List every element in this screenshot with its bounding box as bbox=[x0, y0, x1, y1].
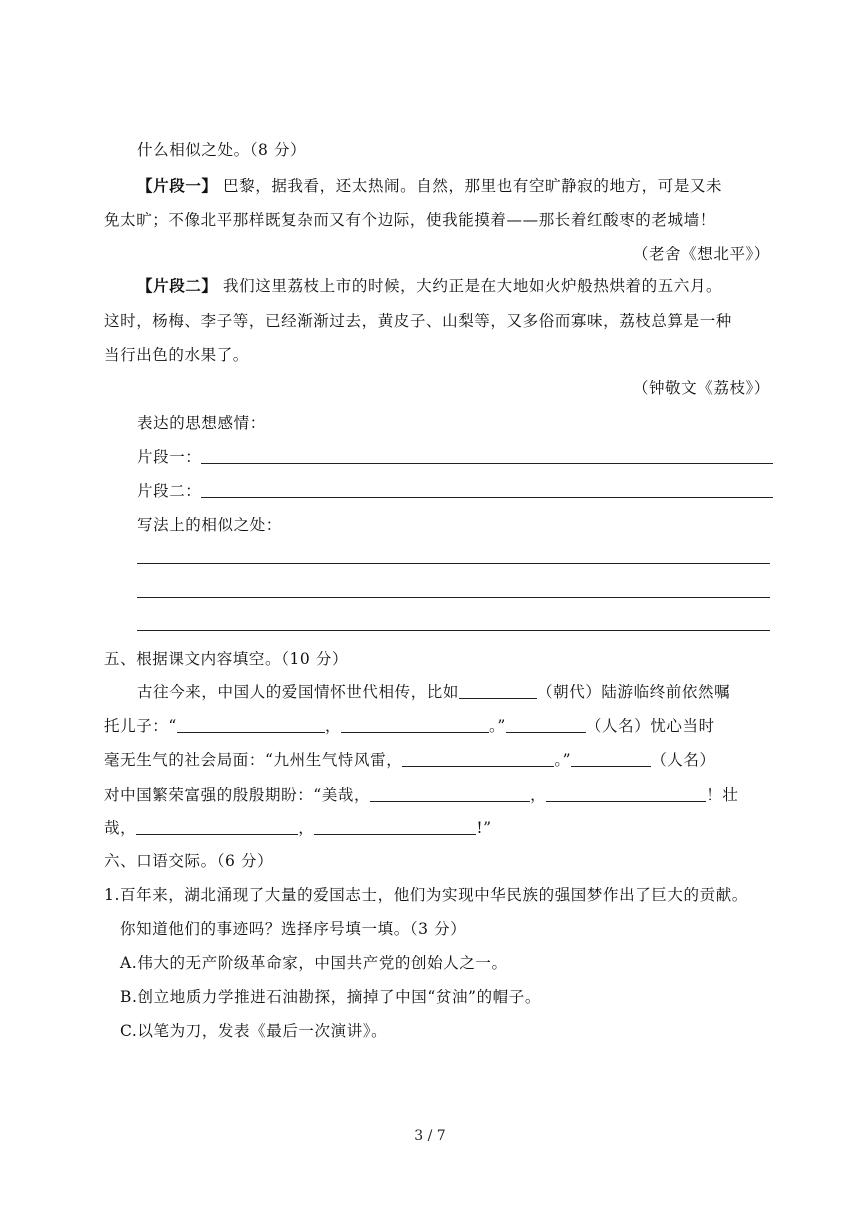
option-c: C.以笔为刀，发表《最后一次演讲》。 bbox=[120, 1022, 388, 1040]
fragment-one-answer-blank[interactable] bbox=[201, 447, 773, 464]
option-b: B.创立地质力学推进石油勘探，摘掉了中国“贫油”的帽子。 bbox=[120, 988, 541, 1006]
poem-blank-6[interactable] bbox=[136, 818, 298, 835]
passage-one-source: （老舍《想北平》） bbox=[632, 245, 770, 263]
passage-one-tag: 【片段一】 bbox=[137, 176, 218, 195]
passage-one-first-line bbox=[137, 176, 722, 196]
fill-text: 古往今来，中国人的爱国情怀世代相传，比如 bbox=[137, 683, 460, 701]
fill-text: 哉， bbox=[104, 819, 137, 837]
passage-two-text-1: 我们这里荔枝上市的时候，大约正是在大地如火炉般热烘着的五六月。 bbox=[217, 277, 723, 295]
question-continuation: 什么相似之处。（8 分） bbox=[137, 141, 307, 159]
fragment-two-answer-row bbox=[137, 481, 773, 501]
dynasty-blank[interactable] bbox=[459, 682, 537, 699]
poem-blank-5[interactable] bbox=[546, 785, 706, 802]
person-blank-1[interactable] bbox=[506, 716, 586, 733]
section-five-line-5 bbox=[104, 818, 492, 838]
passage-one-text-2: 免太旷；不像北平那样既复杂而又有个边际，使我能摸着——那长着红酸枣的老城墙！ bbox=[104, 211, 716, 229]
poem-blank-4[interactable] bbox=[370, 785, 530, 802]
section-five-line-2 bbox=[104, 716, 715, 736]
option-a: A.伟大的无产阶级革命家，中国共产党的创始人之一。 bbox=[120, 954, 508, 972]
fragment-one-answer-row bbox=[137, 447, 773, 467]
passage-two-first-line bbox=[137, 276, 722, 296]
passage-two-tag: 【片段二】 bbox=[137, 276, 218, 295]
similarity-answer-line-3[interactable] bbox=[137, 630, 770, 631]
fragment-two-label: 片段二： bbox=[137, 482, 202, 500]
section-five-line-4 bbox=[104, 785, 738, 805]
section-six-title: 六、口语交际。（6 分） bbox=[104, 852, 274, 870]
fill-text: 毫无生气的社会局面：“九州生气恃风雷， bbox=[104, 751, 403, 769]
person-blank-2[interactable] bbox=[571, 750, 651, 767]
fill-text: （人名）忧心当时 bbox=[585, 717, 715, 735]
fill-text: ， bbox=[324, 717, 342, 735]
fragment-one-label: 片段一： bbox=[137, 448, 202, 466]
similarity-answer-line-2[interactable] bbox=[137, 597, 770, 598]
passage-two-source: （钟敬文《荔枝》） bbox=[632, 379, 770, 397]
section-five-line-1 bbox=[137, 682, 730, 702]
fragment-two-answer-blank[interactable] bbox=[201, 481, 773, 498]
poem-blank-1[interactable] bbox=[177, 716, 325, 733]
poem-blank-7[interactable] bbox=[314, 818, 476, 835]
fill-text: 对中国繁荣富强的殷殷期盼：“美哉， bbox=[104, 786, 371, 804]
poem-blank-2[interactable] bbox=[341, 716, 489, 733]
feelings-prompt: 表达的思想感情： bbox=[137, 414, 266, 432]
passage-two-text-2: 这时，杨梅、李子等，已经渐渐过去，黄皮子、山梨等，又多俗而寡味，荔枝总算是一种 bbox=[104, 312, 732, 330]
fill-text: （朝代）陆游临终前依然嘱 bbox=[537, 683, 731, 701]
passage-two-text-3: 当行出色的水果了。 bbox=[104, 346, 249, 364]
passage-one-text-1: 巴黎，据我看，还太热闹。自然，那里也有空旷静寂的地方，可是又未 bbox=[217, 177, 723, 195]
fill-text: ， bbox=[298, 819, 315, 837]
similarity-prompt: 写法上的相似之处： bbox=[137, 516, 282, 534]
fill-text: （人名） bbox=[651, 751, 716, 769]
poem-blank-3[interactable] bbox=[402, 750, 554, 767]
question-one-line-1: 1.百年来，湖北涌现了大量的爱国志士，他们为实现中华民族的强国梦作出了巨大的贡献。 bbox=[104, 886, 748, 904]
section-five-title: 五、根据课文内容填空。（10 分） bbox=[104, 650, 349, 668]
fill-text: 托儿子：“ bbox=[104, 717, 177, 735]
fill-text: ， bbox=[530, 786, 547, 804]
fill-text: !” bbox=[476, 819, 492, 837]
fill-text: 。” bbox=[489, 717, 506, 735]
similarity-answer-line-1[interactable] bbox=[137, 563, 770, 564]
fill-text: ！壮 bbox=[706, 786, 739, 804]
fill-text: 。” bbox=[554, 751, 572, 769]
question-one-line-2: 你知道他们的事迹吗？选择序号填一填。（3 分） bbox=[120, 920, 467, 938]
page-number: 3 / 7 bbox=[414, 1128, 446, 1144]
section-five-line-3 bbox=[104, 750, 716, 770]
